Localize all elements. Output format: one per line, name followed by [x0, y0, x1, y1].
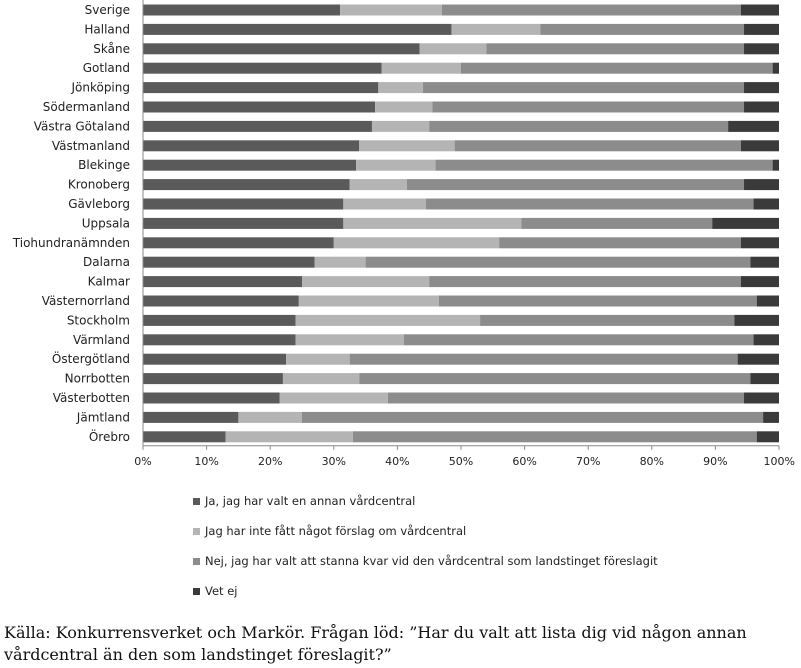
bar-segment: [744, 393, 779, 404]
x-tick-label: 40%: [385, 454, 410, 468]
bar-segment: [366, 257, 751, 268]
bar-segment: [143, 82, 378, 93]
category-label: Dalarna: [83, 255, 130, 270]
bar-segment: [143, 431, 226, 442]
bar-segment: [286, 354, 350, 365]
bar-segment: [315, 257, 366, 268]
bar-segment: [499, 237, 741, 248]
bar-segment: [407, 179, 744, 190]
category-label: Kalmar: [87, 274, 130, 289]
bar-segment: [143, 354, 286, 365]
legend-item: [193, 584, 237, 598]
bar-segment: [741, 276, 779, 287]
category-label: Jönköping: [71, 80, 130, 95]
legend-item: [193, 524, 466, 538]
category-label: Värmland: [73, 332, 130, 347]
bar-segment: [343, 218, 521, 229]
bar-segment: [728, 121, 779, 132]
bar-segment: [382, 63, 462, 74]
category-label: Västra Götaland: [33, 119, 130, 134]
bar-segment: [343, 199, 426, 210]
x-tick-label: 90%: [703, 454, 728, 468]
bar-segment: [741, 237, 779, 248]
bar-segment: [143, 179, 350, 190]
bar-segment: [296, 334, 404, 345]
bar-segment: [143, 257, 315, 268]
bar-segment: [404, 334, 754, 345]
bar-segment: [283, 373, 359, 384]
bar-segment: [143, 218, 343, 229]
bar-segment: [359, 140, 454, 151]
bar-segment: [143, 315, 296, 326]
category-label: Uppsala: [81, 216, 130, 231]
category-label: Västernorrland: [41, 294, 130, 308]
bar-segment: [372, 121, 429, 132]
bar-segment: [420, 43, 487, 54]
bars-layer: [143, 5, 779, 443]
bar-segment: [334, 237, 499, 248]
category-label: Halland: [84, 22, 130, 37]
legend-swatch: [193, 528, 200, 535]
bar-segment: [143, 63, 382, 74]
bar-segment: [143, 121, 372, 132]
category-label: Norrbotten: [64, 371, 130, 386]
category-label: Östergötland: [51, 352, 130, 367]
bar-segment: [442, 5, 741, 16]
legend-item: [193, 554, 658, 568]
category-label: Stockholm: [66, 313, 130, 328]
bar-segment: [226, 431, 353, 442]
bar-segment: [750, 257, 779, 268]
bar-segment: [738, 354, 779, 365]
x-tick-label: 30%: [321, 454, 347, 468]
x-tick-label: 70%: [575, 454, 601, 468]
bar-segment: [741, 5, 779, 16]
bar-segment: [340, 5, 442, 16]
bar-segment: [350, 354, 738, 365]
legend-label: Ja, jag har valt en annan vårdcentral: [205, 494, 416, 508]
x-tick-label: 20%: [257, 454, 283, 468]
category-label: Kronoberg: [67, 177, 130, 192]
bar-segment: [143, 373, 283, 384]
bar-segment: [744, 179, 779, 190]
legend-swatch: [193, 558, 200, 565]
bar-segment: [143, 334, 296, 345]
legend-swatch: [193, 588, 200, 595]
bar-segment: [143, 393, 280, 404]
x-tick-label: 100%: [763, 454, 795, 468]
category-labels: [12, 3, 130, 444]
legend-label: Nej, jag har valt att stanna kvar vid den vårdcentral som landstinget föreslagit: [205, 554, 658, 568]
bar-segment: [423, 82, 744, 93]
bar-segment: [480, 315, 734, 326]
category-label: Gotland: [82, 61, 130, 76]
legend-swatch: [193, 498, 200, 505]
bar-segment: [143, 43, 420, 54]
bar-segment: [143, 296, 299, 307]
bar-segment: [238, 412, 302, 423]
category-label: Skåne: [93, 41, 130, 56]
bar-segment: [143, 199, 343, 210]
category-label: Tiohundranämnden: [12, 235, 130, 250]
bar-segment: [299, 296, 439, 307]
bar-segment: [302, 412, 763, 423]
bar-segment: [521, 218, 712, 229]
bar-segment: [541, 24, 745, 35]
x-tick-label: 80%: [639, 454, 665, 468]
category-label: Västerbotten: [52, 391, 130, 405]
bar-segment: [378, 82, 423, 93]
bar-segment: [744, 102, 779, 113]
bar-segment: [451, 24, 540, 35]
bar-segment: [143, 276, 302, 287]
bar-segment: [486, 43, 744, 54]
bar-segment: [773, 63, 779, 74]
bar-segment: [429, 276, 741, 287]
x-tick-label: 60%: [512, 454, 537, 468]
bar-segment: [712, 218, 779, 229]
bar-segment: [757, 296, 779, 307]
bar-segment: [143, 5, 340, 16]
bar-segment: [143, 160, 356, 171]
bar-segment: [296, 315, 480, 326]
category-label: Jämtland: [76, 410, 130, 425]
bar-segment: [429, 121, 728, 132]
bar-segment: [763, 412, 779, 423]
bar-segment: [280, 393, 388, 404]
bar-segment: [741, 140, 779, 151]
bar-segment: [143, 24, 451, 35]
source-note: Källa: Konkurrensverket och Markör. Frågan löd: ”Har du valt att lista dig vid någon annan vårdcentral än den som landstinget föreslagit?”: [4, 623, 747, 664]
bar-segment: [356, 160, 436, 171]
bar-segment: [439, 296, 757, 307]
bar-segment: [353, 431, 757, 442]
bar-segment: [143, 102, 375, 113]
bar-segment: [302, 276, 429, 287]
category-label: Sverige: [84, 3, 130, 17]
bar-segment: [359, 373, 750, 384]
x-tick-label: 10%: [194, 454, 219, 468]
legend-item: [193, 494, 415, 508]
bar-segment: [734, 315, 779, 326]
bar-segment: [773, 160, 779, 171]
bar-segment: [143, 237, 334, 248]
bar-segment: [757, 431, 779, 442]
bar-segment: [455, 140, 741, 151]
bar-segment: [432, 102, 744, 113]
category-label: Blekinge: [78, 158, 130, 173]
x-tick-label: 0%: [134, 454, 152, 468]
category-label: Västmanland: [51, 138, 130, 153]
bar-segment: [375, 102, 432, 113]
bar-segment: [744, 82, 779, 93]
legend-label: Vet ej: [205, 584, 238, 598]
category-label: Södermanland: [42, 100, 130, 114]
bar-segment: [426, 199, 754, 210]
bar-segment: [143, 412, 238, 423]
category-label: Gävleborg: [68, 197, 130, 211]
bar-segment: [750, 373, 779, 384]
category-label: Örebro: [88, 429, 130, 444]
bar-segment: [744, 43, 779, 54]
bar-segment: [754, 334, 779, 345]
bar-segment: [388, 393, 744, 404]
bar-segment: [754, 199, 779, 210]
x-tick-label: 50%: [448, 454, 474, 468]
legend-label: Jag har inte fått något förslag om vårdcentral: [205, 524, 467, 538]
bar-segment: [461, 63, 773, 74]
bar-segment: [744, 24, 779, 35]
bar-segment: [436, 160, 773, 171]
bar-segment: [143, 140, 359, 151]
bar-segment: [350, 179, 407, 190]
